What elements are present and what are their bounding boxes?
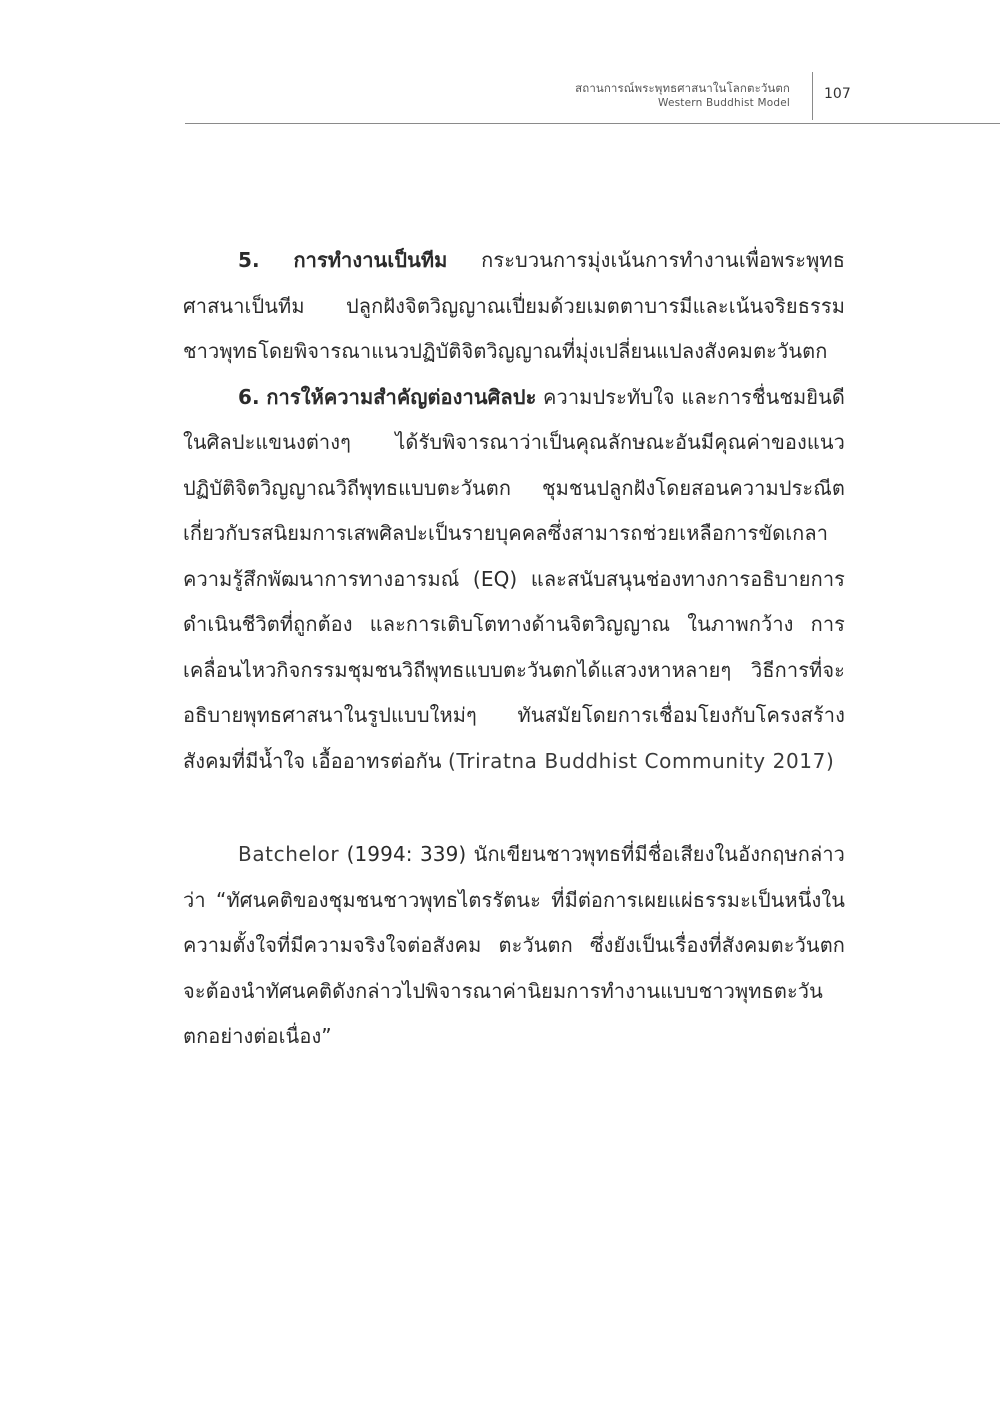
- item-5-number: 5.: [238, 248, 260, 272]
- running-header-title-english: Western Buddhist Model: [657, 97, 790, 109]
- paragraph-spacer: [183, 784, 845, 832]
- running-header-title-thai: สถานการณ์พระพุทธศาสนาในโลกตะวันตก: [575, 81, 790, 95]
- quote-reference: (1994: 339): [346, 842, 467, 866]
- header-vertical-divider: [812, 72, 813, 120]
- header-horizontal-rule: [185, 123, 1000, 124]
- page-number: 107: [824, 86, 851, 102]
- page-body: [183, 238, 845, 1060]
- item-6-text: ความประทับใจ และการชื่นชมยินดีในศิลปะแขนงต่างๆ ได้รับพิจารณาว่าเป็นคุณลักษณะอันมีคุณค่าของแนวปฏิบัติจิตวิญญาณวิถีพุทธแบบตะวันตก ชุมชนปลูกฝังโดยสอนความประณีตเกี่ยวกับรสนิยมการเสพศิลปะเป็นรายบุคคลซึ่งสามารถช่วยเหลือการขัดเกลาความรู้สึกพัฒนาการทางอารมณ์ (EQ) และสนับสนุนช่องทางการอธิบายการดำเนินชีวิตที่ถูกต้อง และการเติบโตทางด้านจิตวิญญาณ ในภาพกว้าง การเคลื่อนไหวกิจกรรมชุมชนวิถีพุทธแบบตะวันตกได้แสวงหาหลายๆ วิธีการที่จะอธิบายพุทธศาสนาในรูปแบบใหม่ๆ ทันสมัยโดยการเชื่อมโยงกับโครงสร้างสังคมที่มีน้ำใจ เอื้ออาทรต่อกัน: [183, 384, 845, 773]
- paragraph-item-5: [183, 238, 845, 375]
- quote-author: Batchelor: [238, 842, 340, 866]
- item-5-heading: การทำงานเป็นทีม: [293, 248, 448, 272]
- item-6-citation: (Triratna Buddhist Community 2017): [448, 748, 835, 773]
- item-5-text: กระบวนการมุ่งเน้นการทำงานเพื่อพระพุทธศาสนาเป็นทีม ปลูกฝังจิตวิญญาณเปี่ยมด้วยเมตตาบารมีและเน้นจริยธรรมชาวพุทธโดยพิจารณาแนวปฏิบัติจิตวิญญาณที่มุ่งเปลี่ยนแปลงสังคมตะวันตก: [183, 248, 845, 363]
- paragraph-batchelor-quote: [183, 832, 845, 1060]
- quote-text: นักเขียนชาวพุทธที่มีชื่อเสียงในอังกฤษกล่าวว่า “ทัศนคติของชุมชนชาวพุทธไตรรัตนะ ที่มีต่อการเผยแผ่ธรรมะเป็นหนึ่งในความตั้งใจที่มีความจริงใจต่อสังคม ตะวันตก ซึ่งยังเป็นเรื่องที่สังคมตะวันตกจะต้องนำทัศนคติดังกล่าวไปพิจารณาค่านิยมการทำงานแบบชาวพุทธตะวันตกอย่างต่อเนื่อง”: [183, 842, 845, 1048]
- page-header: [0, 0, 1000, 130]
- item-6-heading: การให้ความสำคัญต่องานศิลปะ: [266, 384, 537, 409]
- item-6-number: 6.: [238, 384, 260, 409]
- paragraph-item-6: [183, 375, 845, 785]
- running-header: [575, 80, 790, 111]
